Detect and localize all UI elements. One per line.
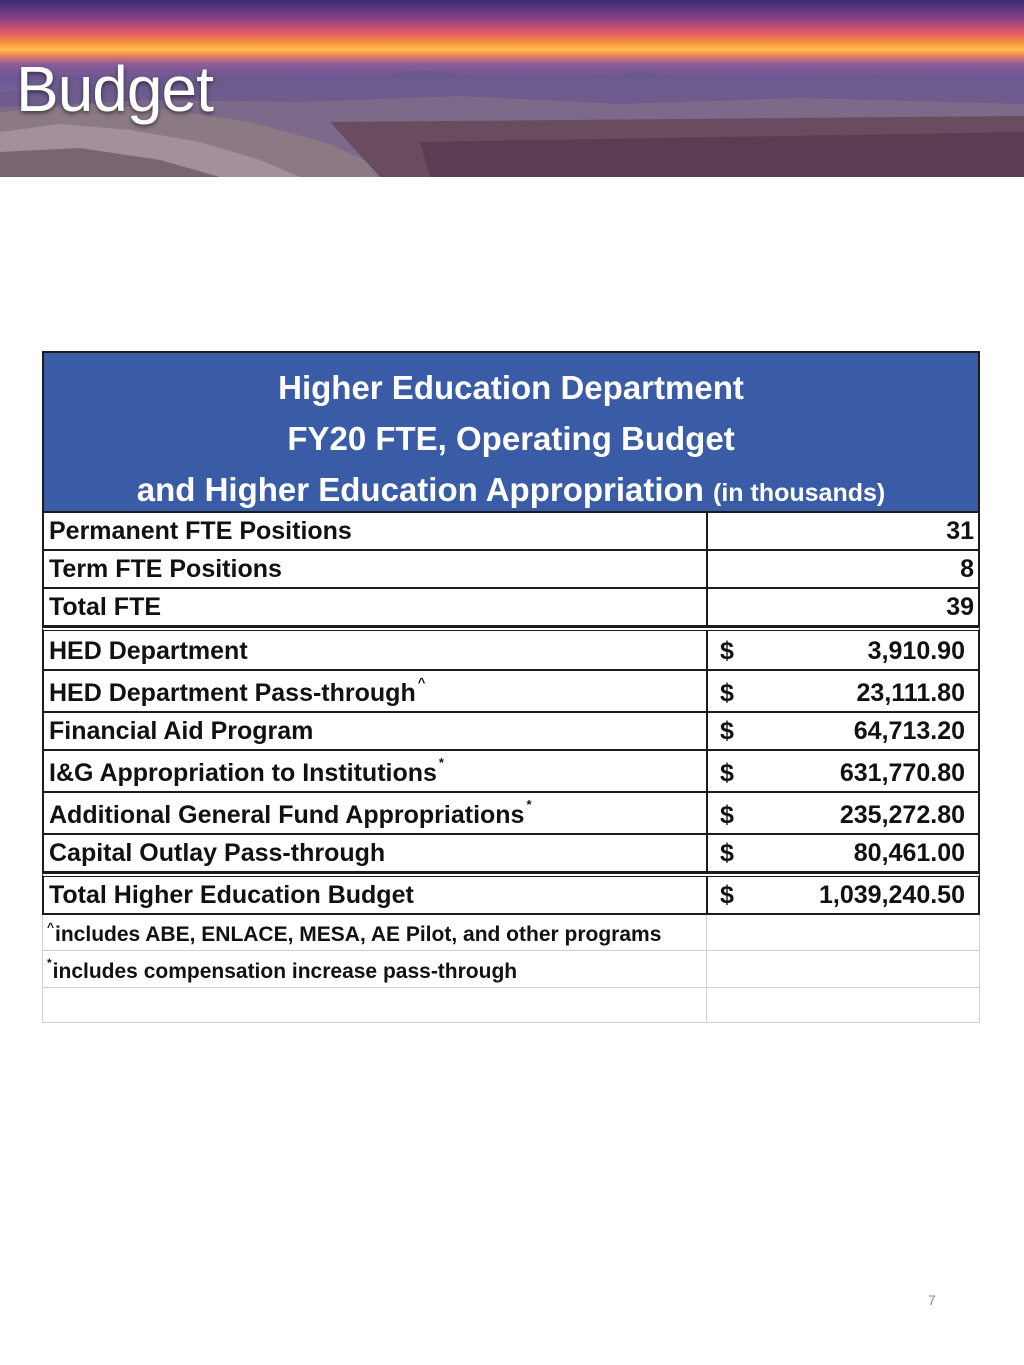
page-title: Budget [16, 53, 213, 125]
amount: 64,713.20 [853, 717, 965, 745]
row-label: Permanent FTE Positions [44, 513, 708, 549]
row-value: 39 [946, 593, 974, 621]
table-row-ig-appropriation [42, 751, 980, 793]
row-label: Additional General Fund Appropriations * [44, 793, 708, 833]
empty-cell [707, 988, 979, 1022]
empty-cell [43, 988, 707, 1022]
currency-symbol: $ [720, 637, 734, 665]
footnote-marker: * [438, 755, 444, 770]
amount: 235,272.80 [839, 801, 965, 829]
row-label: Capital Outlay Pass-through [44, 835, 708, 871]
row-label: I&G Appropriation to Institutions * [44, 751, 708, 791]
row-value [708, 751, 978, 791]
table-row-financial-aid [42, 713, 980, 751]
row-value [708, 835, 978, 871]
row-label: Financial Aid Program [44, 713, 708, 749]
row-value [708, 671, 978, 711]
table-row-additional-gf [42, 793, 980, 835]
row-value: 8 [960, 555, 974, 583]
table-row-hed-department [42, 627, 980, 671]
header-line-3: and Higher Education Appropriation (in thousands) [136, 471, 886, 508]
row-label: HED Department [44, 631, 708, 669]
footnote-text: ^ includes ABE, ENLACE, MESA, AE Pilot, and other programs [43, 915, 707, 950]
amount: 1,039,240.50 [819, 881, 965, 909]
amount: 80,461.00 [853, 839, 965, 867]
table-row-capital-outlay [42, 835, 980, 873]
row-value [708, 877, 978, 913]
currency-symbol: $ [720, 801, 734, 829]
table-row-term-fte [42, 551, 980, 589]
amount: 631,770.80 [839, 759, 965, 787]
footnote-marker: ^ [47, 920, 55, 934]
currency-symbol: $ [720, 881, 734, 909]
footnote-text: * includes compensation increase pass-through [43, 951, 707, 987]
table-row-total-budget [42, 873, 980, 915]
row-label: HED Department Pass-through ^ [44, 671, 708, 711]
table-header [42, 351, 980, 513]
row-value [708, 713, 978, 749]
header-line-1: Higher Education Department [278, 369, 744, 406]
currency-symbol: $ [720, 839, 734, 867]
footnote-marker: ^ [417, 675, 426, 690]
amount: 3,910.90 [867, 637, 965, 665]
table-row-total-fte [42, 589, 980, 627]
page-number: 7 [928, 1292, 936, 1308]
currency-symbol: $ [720, 759, 734, 787]
empty-cell [707, 951, 979, 987]
footnote-row [42, 951, 980, 988]
row-value [708, 793, 978, 833]
footnote-row [42, 915, 980, 951]
footnote-marker: * [47, 956, 52, 970]
empty-cell [707, 915, 979, 950]
row-label: Total Higher Education Budget [44, 877, 708, 913]
currency-symbol: $ [720, 717, 734, 745]
row-label: Total FTE [44, 589, 708, 625]
footnote-marker: * [526, 797, 532, 812]
amount: 23,111.80 [856, 679, 965, 707]
currency-symbol: $ [720, 679, 734, 707]
table-row-hed-pass-through [42, 671, 980, 713]
units-note: (in thousands) [713, 479, 886, 507]
row-value [708, 631, 978, 669]
header-line-2: FY20 FTE, Operating Budget [287, 420, 735, 457]
row-label: Term FTE Positions [44, 551, 708, 587]
empty-row [42, 988, 980, 1023]
table-row-permanent-fte [42, 513, 980, 551]
budget-table [42, 351, 980, 1023]
row-value: 31 [946, 517, 974, 545]
